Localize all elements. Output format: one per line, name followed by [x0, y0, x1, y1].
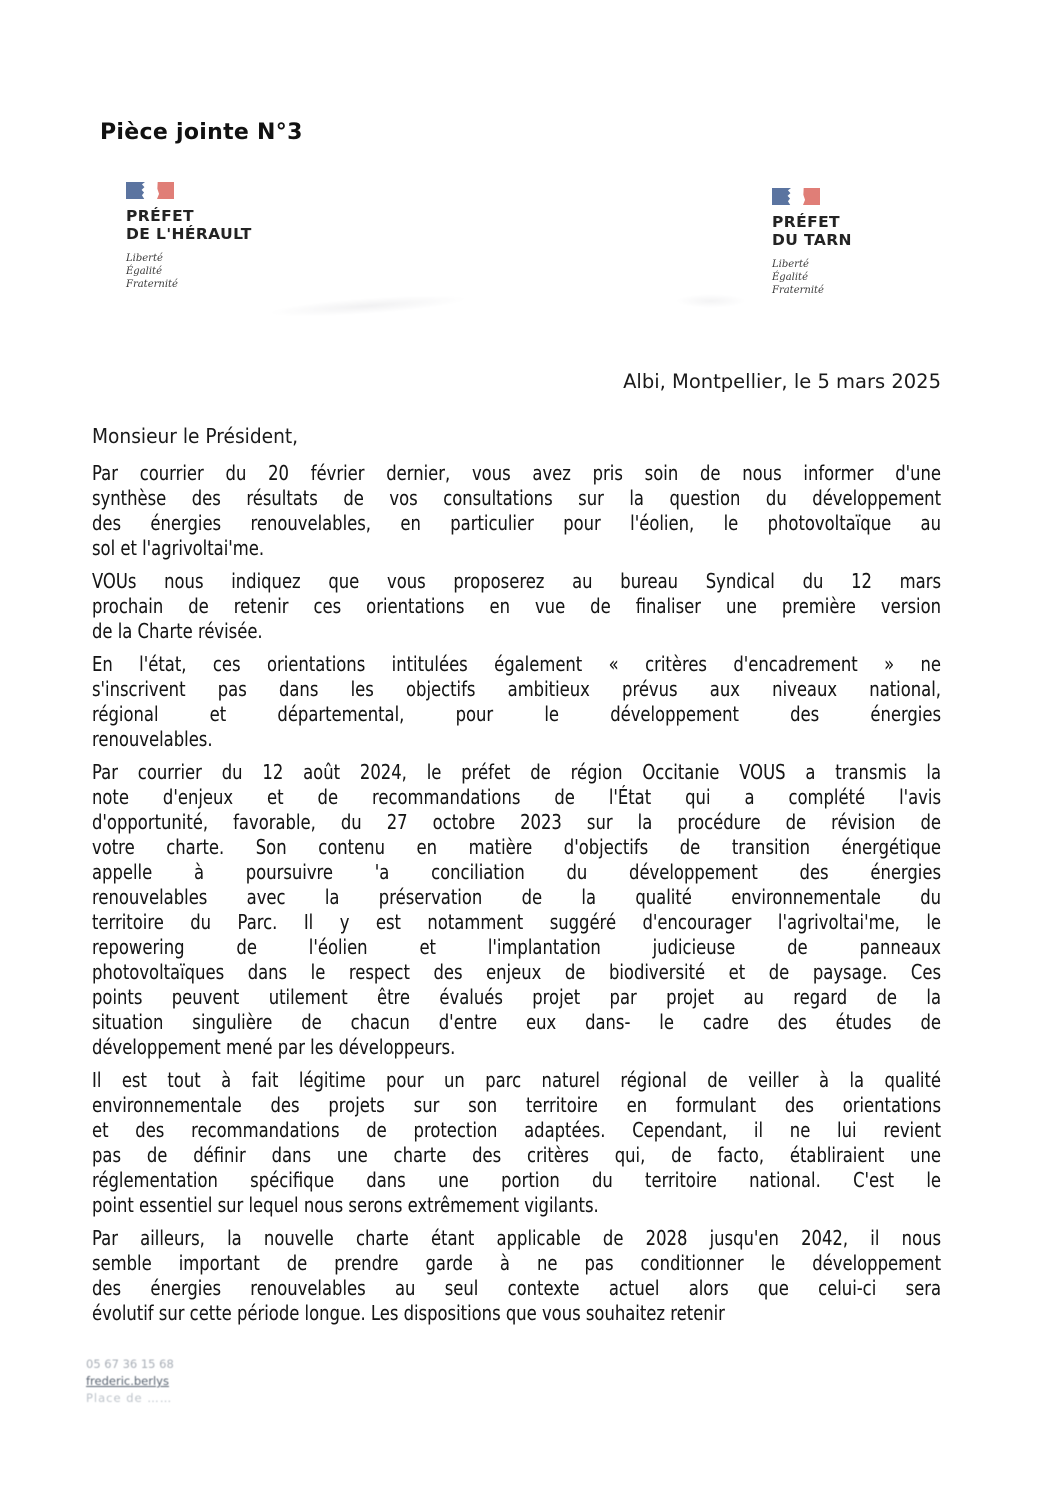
letter-line: prochain de retenir ces orientations en vue de finaliser une première version [92, 594, 942, 618]
letter-line: VOUs nous indiquez que vous proposerez au bureau Syndical du 12 mars [92, 569, 942, 593]
letter-line: Par courrier du 12 août 2024, le préfet de région Occitanie VOUS a transmis la [92, 760, 942, 784]
letter-line: territoire du Parc. Il y est notamment suggéré d'encourager l'agrivoltai'me, le [92, 910, 942, 934]
flag-red-block [157, 182, 174, 199]
motto-egalite: Égalité [772, 272, 808, 283]
letter-line: votre charte. Son contenu en matière d'objectifs de transition énergétique [92, 835, 942, 859]
motto-egalite: Égalité [126, 266, 162, 277]
letter-line: appelle à poursuivre 'a conciliation du développement des énergies [92, 860, 942, 884]
motto-fraternite: Fraternité [772, 285, 824, 296]
prefet-herault-logo [126, 182, 346, 291]
letter-line: point essentiel sur lequel nous serons extrêmement vigilants. [92, 1193, 599, 1217]
letter-line: synthèse des résultats de vos consultations sur la question du développement [92, 486, 942, 510]
french-flag-icon [126, 182, 174, 200]
scan-smudge [268, 291, 469, 321]
letter-line: d'opportunité, favorable, du 27 octobre 2023 sur la procédure de révision de [92, 810, 942, 834]
letter-line: repowering de l'éolien et l'implantation judicieuse de panneaux [92, 935, 942, 959]
footer-phone: 05 67 36 15 68 [86, 1357, 174, 1371]
letter-line: environnementale des projets sur son territoire en formulant des orientations [92, 1093, 942, 1117]
letter-line: renouvelables avec la préservation de la qualité environnementale du [92, 885, 942, 909]
prefet-herault-name [126, 207, 346, 243]
letter-body [92, 461, 941, 1334]
letter-line: s'inscrivent pas dans les objectifs ambitieux prévus aux niveaux national, [92, 677, 942, 701]
french-flag-icon [772, 188, 820, 206]
motto-liberte: Liberté [126, 253, 163, 264]
flag-red-block [803, 188, 820, 205]
letter-line: sol et l'agrivoltai'me. [92, 536, 265, 560]
footer-email-link[interactable]: frederic.berlys [86, 1374, 169, 1388]
letter-line: Par courrier du 20 février dernier, vous avez pris soin de nous informer d'une [92, 461, 942, 485]
prefet-tarn-logo [772, 188, 992, 297]
logo-line1: PRÉFET [126, 207, 195, 225]
logo-line2: DU TARN [772, 231, 852, 249]
letter-line: des énergies renouvelables, en particulier pour l'éolien, le photovoltaïque au [92, 511, 942, 535]
logo-line2: DE L'HÉRAULT [126, 225, 252, 243]
letter-line: note d'enjeux et de recommandations de l'État qui a complété l'avis [92, 785, 942, 809]
letter-line: points peuvent utilement être évalués projet par projet au regard de la [92, 985, 942, 1009]
letter-line: renouvelables. [92, 727, 213, 751]
prefet-tarn-name [772, 213, 992, 249]
paragraph [92, 652, 941, 752]
letter-line: En l'état, ces orientations intitulées également « critères d'encadrement » ne [92, 652, 942, 676]
letter-line: Il est tout à fait légitime pour un parc naturel régional de veiller à la qualité [92, 1068, 942, 1092]
flag-blue-block [126, 182, 145, 199]
letter-line: des énergies renouvelables au seul contexte actuel alors que celui-ci sera [92, 1276, 942, 1300]
salutation: Monsieur le Président, [92, 424, 299, 448]
paragraph [92, 1068, 941, 1218]
scan-smudge [676, 294, 746, 308]
flag-blue-block [772, 188, 791, 205]
letter-line: situation singulière de chacun d'entre eux dans- le cadre des études de [92, 1010, 942, 1034]
letter-line: évolutif sur cette période longue. Les dispositions que vous souhaitez retenir [92, 1301, 725, 1325]
letter-line: régional et départemental, pour le développement des énergies [92, 702, 942, 726]
republic-motto [772, 258, 992, 297]
letter-line: pas de définir dans une charte des critères qui, de facto, établiraient une [92, 1143, 942, 1167]
attachment-title: Pièce jointe N°3 [100, 120, 303, 145]
motto-liberte: Liberté [772, 259, 809, 270]
footer-address: Place de …… [86, 1391, 173, 1405]
paragraph [92, 461, 941, 561]
letter-line: photovoltaïques dans le respect des enjeux de biodiversité et de paysage. Ces [92, 960, 942, 984]
letter-line: réglementation spécifique dans une portion du territoire national. C'est le [92, 1168, 942, 1192]
letter-line: Par ailleurs, la nouvelle charte étant applicable de 2028 jusqu'en 2042, il nous [92, 1226, 942, 1250]
letter-line: de la Charte révisée. [92, 619, 263, 643]
footer-contact-block [86, 1356, 174, 1407]
republic-motto [126, 252, 346, 291]
logo-line1: PRÉFET [772, 213, 841, 231]
motto-fraternite: Fraternité [126, 279, 178, 290]
date-place-line: Albi, Montpellier, le 5 mars 2025 [623, 370, 941, 393]
letter-line: développement mené par les développeurs. [92, 1035, 456, 1059]
letter-line: semble important de prendre garde à ne pas conditionner le développement [92, 1251, 942, 1275]
paragraph [92, 569, 941, 644]
paragraph [92, 760, 941, 1060]
paragraph [92, 1226, 941, 1326]
letter-line: et des recommandations de protection adaptées. Cependant, il ne lui revient [92, 1118, 942, 1142]
